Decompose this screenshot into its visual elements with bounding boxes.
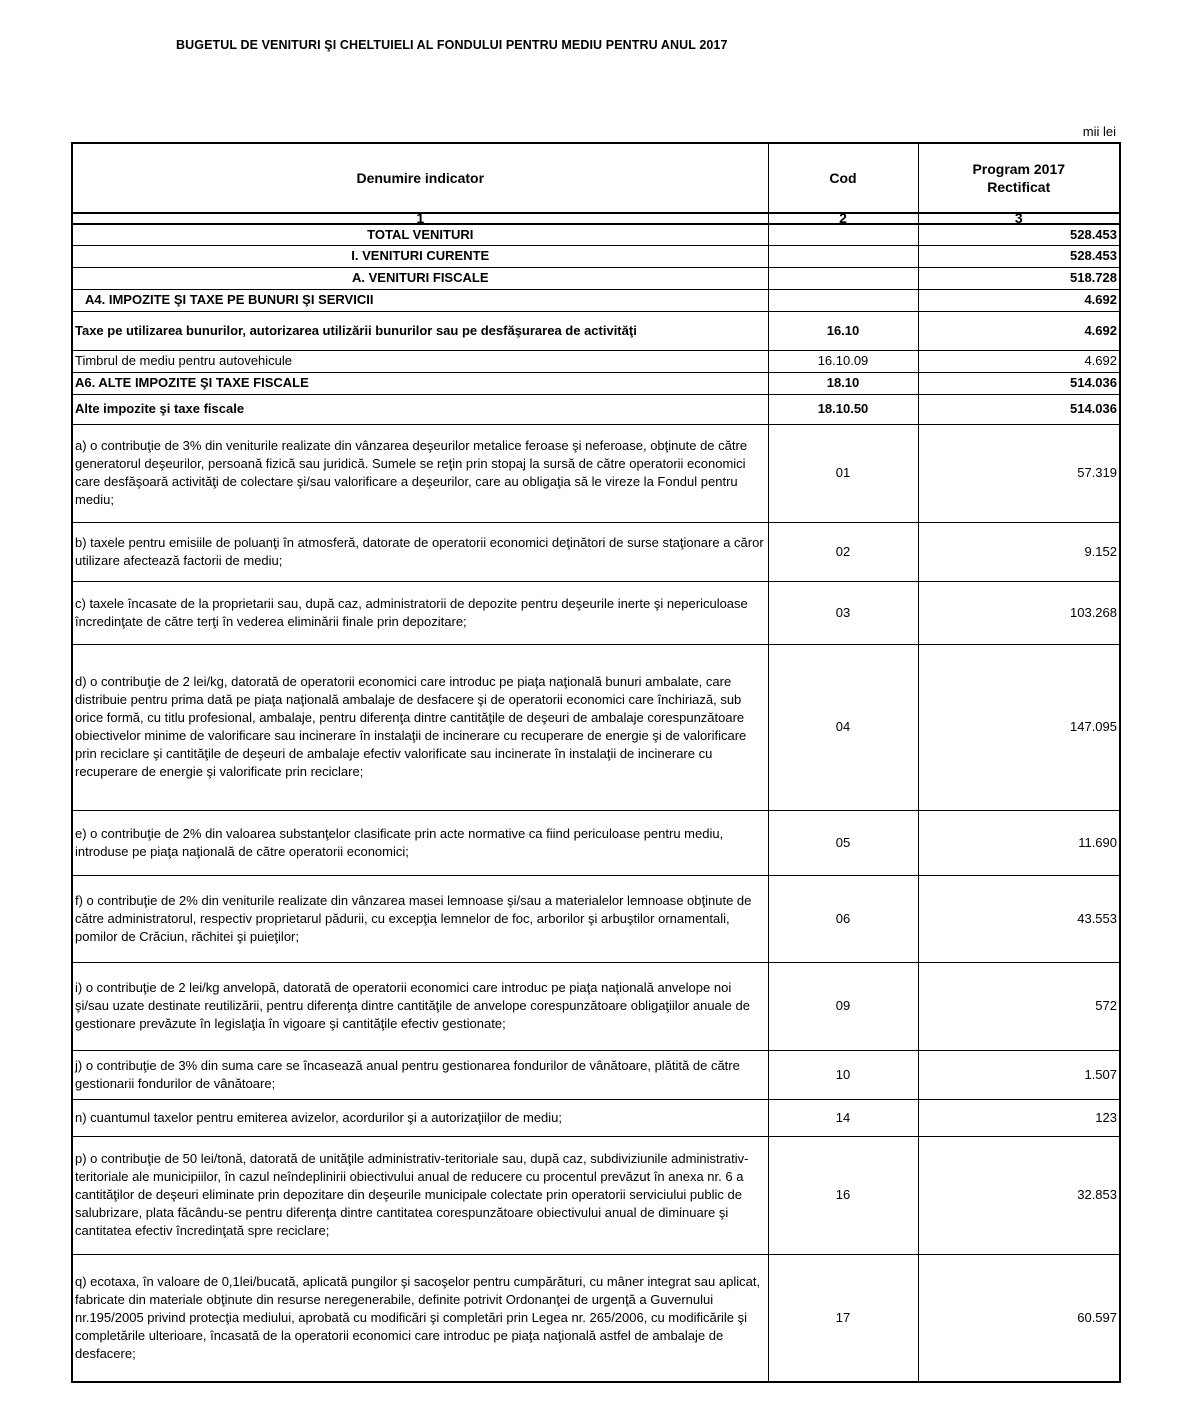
row-value: 11.690 (918, 810, 1120, 875)
row-code: 01 (768, 424, 918, 522)
budget-table (71, 142, 1121, 1383)
column-number-3: 3 (918, 213, 1120, 224)
row-code (768, 224, 918, 245)
row-label: Alte impozite şi taxe fiscale (72, 394, 768, 424)
table-row (72, 394, 1120, 424)
column-number-1: 1 (72, 213, 768, 224)
header-row (72, 143, 1120, 213)
table-row (72, 644, 1120, 810)
table-row (72, 1099, 1120, 1136)
row-label: A6. ALTE IMPOZITE ŞI TAXE FISCALE (72, 372, 768, 394)
row-code: 16.10 (768, 311, 918, 350)
row-value: 4.692 (918, 350, 1120, 372)
row-code (768, 245, 918, 267)
table-row (72, 224, 1120, 245)
table-row (72, 1050, 1120, 1099)
table-row (72, 424, 1120, 522)
table-row (72, 350, 1120, 372)
row-value: 32.853 (918, 1136, 1120, 1254)
row-value: 1.507 (918, 1050, 1120, 1099)
row-value: 60.597 (918, 1254, 1120, 1382)
row-code: 18.10.50 (768, 394, 918, 424)
row-label: e) o contribuţie de 2% din valoarea substanţelor clasificate prin acte normative ca fiind periculoase pentru mediu, introduse pe piaţa naţională de către operatorii economici; (72, 810, 768, 875)
header-cod: Cod (768, 143, 918, 213)
row-code: 05 (768, 810, 918, 875)
row-label: A4. IMPOZITE ŞI TAXE PE BUNURI ŞI SERVICII (72, 289, 768, 311)
table-row (72, 267, 1120, 289)
row-code: 02 (768, 522, 918, 581)
row-code: 09 (768, 962, 918, 1050)
row-value: 9.152 (918, 522, 1120, 581)
table-row (72, 810, 1120, 875)
row-value: 43.553 (918, 875, 1120, 962)
row-value: 4.692 (918, 311, 1120, 350)
row-code (768, 289, 918, 311)
row-code: 06 (768, 875, 918, 962)
row-value: 514.036 (918, 394, 1120, 424)
row-code: 18.10 (768, 372, 918, 394)
row-label: d) o contribuţie de 2 lei/kg, datorată de operatorii economici care introduc pe piaţa naţională bunuri ambalate, care distribuie pentru prima dată pe piaţa naţională ambalaje de desfacere şi de operatorii economici care închiriază, sub orice formă, cu titlu profesional, ambalaje, pentru diferenţa dintre cantităţile de deşeuri de ambalaje corespunzătoare obiectivelor minime de valorificare sau incinerare în instalaţii de incinerare cu recuperare de energie şi de valorificare prin reciclare şi cantităţile de deşeuri de ambalaje efectiv valorificate sau incinerate în instalaţii de incinerare cu recuperare de energie şi valorificate prin reciclare; (72, 644, 768, 810)
row-label: q) ecotaxa, în valoare de 0,1lei/bucată, aplicată pungilor şi sacoşelor pentru cumpărături, cu mâner integrat sau aplicat, fabricate din materiale obţinute din resurse neregenerabile, definite potrivit Ordonanţei de urgenţă a Guvernului nr.195/2005 privind protecţia mediului, aprobată cu modificări şi completări prin Legea nr. 265/2006, cu modificările şi completările ulterioare, încasată de la operatorii economici care introduc pe piaţa naţională astfel de ambalaje de desfacere; (72, 1254, 768, 1382)
row-label: Timbrul de mediu pentru autovehicule (72, 350, 768, 372)
row-value: 518.728 (918, 267, 1120, 289)
header-denumire: Denumire indicator (72, 143, 768, 213)
row-code: 10 (768, 1050, 918, 1099)
row-label: Taxe pe utilizarea bunurilor, autorizarea utilizării bunurilor sau pe desfăşurarea de activităţi (72, 311, 768, 350)
table-row (72, 962, 1120, 1050)
header-program-line1: Program 2017 (972, 161, 1066, 177)
column-number-2: 2 (768, 213, 918, 224)
table-row (72, 372, 1120, 394)
header-program-line2: Rectificat (987, 179, 1051, 195)
row-label: i) o contribuţie de 2 lei/kg anvelopă, datorată de operatorii economici care introduc pe piaţa naţională anvelope noi şi/sau uzate destinate reutilizării, pentru diferenţa dintre cantităţile de anvelope corespunzătoare obligaţiilor anuale de gestionare prevăzute în legislaţia în vigoare şi cantităţile efectiv gestionate; (72, 962, 768, 1050)
row-label: b) taxele pentru emisiile de poluanţi în atmosferă, datorate de operatorii economici deţinători de surse staţionare a căror utilizare afectează factorii de mediu; (72, 522, 768, 581)
row-value: 4.692 (918, 289, 1120, 311)
row-value: 528.453 (918, 224, 1120, 245)
header-program (918, 143, 1120, 213)
row-value: 103.268 (918, 581, 1120, 644)
row-code: 04 (768, 644, 918, 810)
row-value: 57.319 (918, 424, 1120, 522)
table-row (72, 522, 1120, 581)
table-row (72, 289, 1120, 311)
column-number-row (72, 213, 1120, 224)
row-code: 03 (768, 581, 918, 644)
row-label: TOTAL VENITURI (72, 224, 768, 245)
table-row (72, 581, 1120, 644)
row-code: 16.10.09 (768, 350, 918, 372)
table-row (72, 245, 1120, 267)
unit-label: mii lei (1082, 124, 1116, 139)
row-label: p) o contribuţie de 50 lei/tonă, datorată de unităţile administrativ-teritoriale sau, după caz, subdiviziunile administrativ-teritoriale ale municipiilor, în cazul neîndeplinirii obiectivului anual de reducere cu procentul prevăzut în anexa nr. 6 a cantităţilor de deşeuri eliminate prin depozitare din deşeurile municipale colectate prin operatorii serviciului public de salubrizare, plata făcându-se pentru diferenţa dintre cantitatea corespunzătoare obiectivului anual de diminuare şi cantitatea efectiv încredinţată spre reciclare; (72, 1136, 768, 1254)
row-value: 572 (918, 962, 1120, 1050)
row-label: j) o contribuţie de 3% din suma care se încasează anual pentru gestionarea fondurilor de vânătoare, plătită de către gestionarii fondurilor de vânătoare; (72, 1050, 768, 1099)
table-row (72, 311, 1120, 350)
row-value: 147.095 (918, 644, 1120, 810)
row-value: 514.036 (918, 372, 1120, 394)
table-row (72, 1136, 1120, 1254)
row-value: 528.453 (918, 245, 1120, 267)
row-code (768, 267, 918, 289)
row-label: A. VENITURI FISCALE (72, 267, 768, 289)
row-label: a) o contribuţie de 3% din veniturile realizate din vânzarea deşeurilor metalice feroase şi neferoase, obţinute de către generatorul deşeurilor, persoană fizică sau juridică. Sumele se reţin prin stopaj la sursă de către operatorii economici care desfăşoară activităţi de colectare şi/sau valorificare a deşeurilor, care au obligaţia să le vireze la Fondul pentru mediu; (72, 424, 768, 522)
row-label: f) o contribuţie de 2% din veniturile realizate din vânzarea masei lemnoase şi/sau a materialelor lemnoase obţinute de către administratorul, respectiv proprietarul pădurii, cu excepţia lemnelor de foc, arborilor şi arbuştilor ornamentali, pomilor de Crăciun, răchitei şi puieţilor; (72, 875, 768, 962)
row-label: n) cuantumul taxelor pentru emiterea avizelor, acordurilor şi a autorizaţiilor de mediu; (72, 1099, 768, 1136)
row-label: I. VENITURI CURENTE (72, 245, 768, 267)
table-row (72, 875, 1120, 962)
row-code: 16 (768, 1136, 918, 1254)
row-value: 123 (918, 1099, 1120, 1136)
row-label: c) taxele încasate de la proprietarii sau, după caz, administratorii de depozite pentru deşeurile inerte şi nepericuloase încredinţate de către terţi în vederea eliminării finale prin depozitare; (72, 581, 768, 644)
row-code: 14 (768, 1099, 918, 1136)
table-row (72, 1254, 1120, 1382)
row-code: 17 (768, 1254, 918, 1382)
document-title: BUGETUL DE VENITURI ŞI CHELTUIELI AL FONDULUI PENTRU MEDIU PENTRU ANUL 2017 (176, 38, 728, 52)
